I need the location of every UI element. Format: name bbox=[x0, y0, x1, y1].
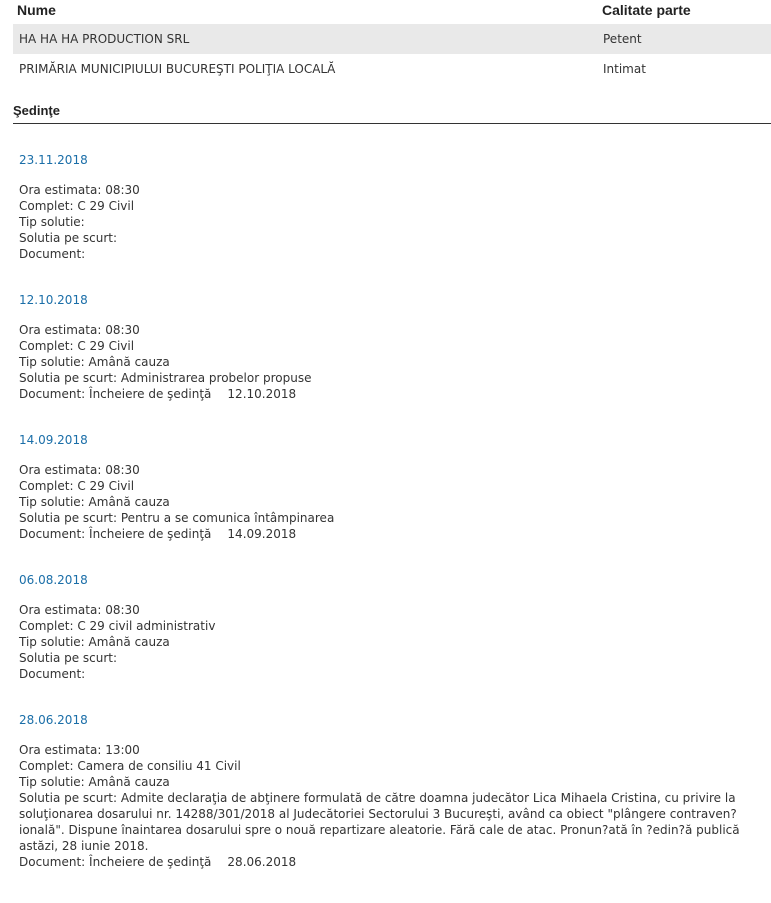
solutia-label: Solutia pe scurt: bbox=[19, 371, 121, 385]
session-solutia bbox=[19, 230, 759, 246]
session-date: 06.08.2018 bbox=[19, 573, 88, 587]
ora-value: 08:30 bbox=[105, 603, 140, 617]
document-value: Încheiere de şedinţă bbox=[89, 855, 212, 869]
document-label: Document: bbox=[19, 387, 90, 401]
solutia-value: Admite declaraţia de abţinere formulată de către doamna judecător Lica Mihaela Cristina, cu privire la soluţionarea dosarului nr. 14288/301/2018 al Judecătoriei Sectorului 3 Bucureşti, având ca obiect "plângere contraven?ională". Dispune înaintarea dosarului spre o nouă repartizare aleatorie. Fără cale de atac. Pronun?ată în ?edin?ă publică astăzi, 28 iunie 2018. bbox=[19, 791, 744, 853]
sessions-list bbox=[19, 152, 759, 870]
session-tip bbox=[19, 634, 759, 650]
document-value: Încheiere de şedinţă bbox=[89, 527, 212, 541]
session-document bbox=[19, 666, 759, 682]
session-ora bbox=[19, 462, 759, 478]
session-complet bbox=[19, 478, 759, 494]
document-label: Document: bbox=[19, 667, 90, 681]
solutia-label: Solutia pe scurt: bbox=[19, 231, 121, 245]
session-entry bbox=[19, 292, 759, 432]
ora-value: 08:30 bbox=[105, 463, 140, 477]
session-date: 14.09.2018 bbox=[19, 433, 88, 447]
session-solutia bbox=[19, 370, 759, 386]
tip-value: Amână cauza bbox=[88, 355, 170, 369]
complet-label: Complet: bbox=[19, 339, 78, 353]
complet-label: Complet: bbox=[19, 619, 78, 633]
ora-value: 13:00 bbox=[105, 743, 140, 757]
session-ora bbox=[19, 182, 759, 198]
solutia-value: Administrarea probelor propuse bbox=[120, 371, 312, 385]
solutia-value: Pentru a se comunica întâmpinarea bbox=[120, 511, 335, 525]
complet-value: C 29 Civil bbox=[77, 199, 135, 213]
tip-label: Tip solutie: bbox=[19, 215, 89, 229]
session-tip bbox=[19, 494, 759, 510]
document-label: Document: bbox=[19, 855, 90, 869]
session-tip bbox=[19, 774, 759, 790]
session-tip bbox=[19, 354, 759, 370]
session-complet bbox=[19, 618, 759, 634]
session-solutia bbox=[19, 650, 759, 666]
session-document bbox=[19, 386, 759, 402]
session-date: 12.10.2018 bbox=[19, 293, 88, 307]
solutia-label: Solutia pe scurt: bbox=[19, 651, 121, 665]
party-role: Petent bbox=[603, 32, 642, 46]
complet-value: C 29 Civil bbox=[77, 479, 135, 493]
complet-value: C 29 civil administrativ bbox=[77, 619, 216, 633]
session-ora bbox=[19, 322, 759, 338]
complet-label: Complet: bbox=[19, 479, 78, 493]
complet-value: Camera de consiliu 41 Civil bbox=[77, 759, 241, 773]
party-name: HA HA HA PRODUCTION SRL bbox=[19, 32, 190, 46]
document-label: Document: bbox=[19, 527, 90, 541]
tip-label: Tip solutie: bbox=[19, 495, 89, 509]
session-solutia bbox=[19, 510, 759, 526]
ora-label: Ora estimata: bbox=[19, 183, 106, 197]
session-complet bbox=[19, 198, 759, 214]
ora-value: 08:30 bbox=[105, 183, 140, 197]
session-entry bbox=[19, 712, 759, 870]
session-document bbox=[19, 246, 759, 262]
session-complet bbox=[19, 758, 759, 774]
tip-value: Amână cauza bbox=[88, 775, 170, 789]
complet-label: Complet: bbox=[19, 759, 78, 773]
document-date: 28.06.2018 bbox=[227, 855, 297, 869]
sessions-section-title: Şedinţe bbox=[13, 103, 771, 124]
session-entry bbox=[19, 572, 759, 712]
document-value: Încheiere de şedinţă bbox=[89, 387, 212, 401]
session-date: 23.11.2018 bbox=[19, 153, 88, 167]
ora-value: 08:30 bbox=[105, 323, 140, 337]
session-complet bbox=[19, 338, 759, 354]
party-role: Intimat bbox=[603, 62, 646, 76]
solutia-label: Solutia pe scurt: bbox=[19, 511, 121, 525]
tip-label: Tip solutie: bbox=[19, 635, 89, 649]
solutia-label: Solutia pe scurt: bbox=[19, 791, 121, 805]
ora-label: Ora estimata: bbox=[19, 323, 106, 337]
session-entry bbox=[19, 152, 759, 292]
session-document bbox=[19, 854, 759, 870]
session-ora bbox=[19, 742, 759, 758]
document-label: Document: bbox=[19, 247, 90, 261]
ora-label: Ora estimata: bbox=[19, 743, 106, 757]
party-name: PRIMĂRIA MUNICIPIULUI BUCUREŞTI POLIŢIA LOCALĂ bbox=[19, 62, 336, 76]
tip-label: Tip solutie: bbox=[19, 355, 89, 369]
tip-label: Tip solutie: bbox=[19, 775, 89, 789]
complet-value: C 29 Civil bbox=[77, 339, 135, 353]
column-header-role: Calitate parte bbox=[602, 2, 691, 18]
session-solutia bbox=[19, 790, 759, 854]
table-row bbox=[13, 24, 771, 54]
column-header-name: Nume bbox=[17, 2, 56, 18]
ora-label: Ora estimata: bbox=[19, 463, 106, 477]
ora-label: Ora estimata: bbox=[19, 603, 106, 617]
document-date: 14.09.2018 bbox=[227, 527, 297, 541]
tip-value: Amână cauza bbox=[88, 495, 170, 509]
parties-table bbox=[13, 0, 771, 84]
session-document bbox=[19, 526, 759, 542]
session-entry bbox=[19, 432, 759, 572]
table-row bbox=[13, 54, 771, 84]
tip-value: Amână cauza bbox=[88, 635, 170, 649]
document-date: 12.10.2018 bbox=[227, 387, 297, 401]
session-ora bbox=[19, 602, 759, 618]
session-date: 28.06.2018 bbox=[19, 713, 88, 727]
session-tip bbox=[19, 214, 759, 230]
parties-table-header bbox=[13, 0, 771, 24]
complet-label: Complet: bbox=[19, 199, 78, 213]
